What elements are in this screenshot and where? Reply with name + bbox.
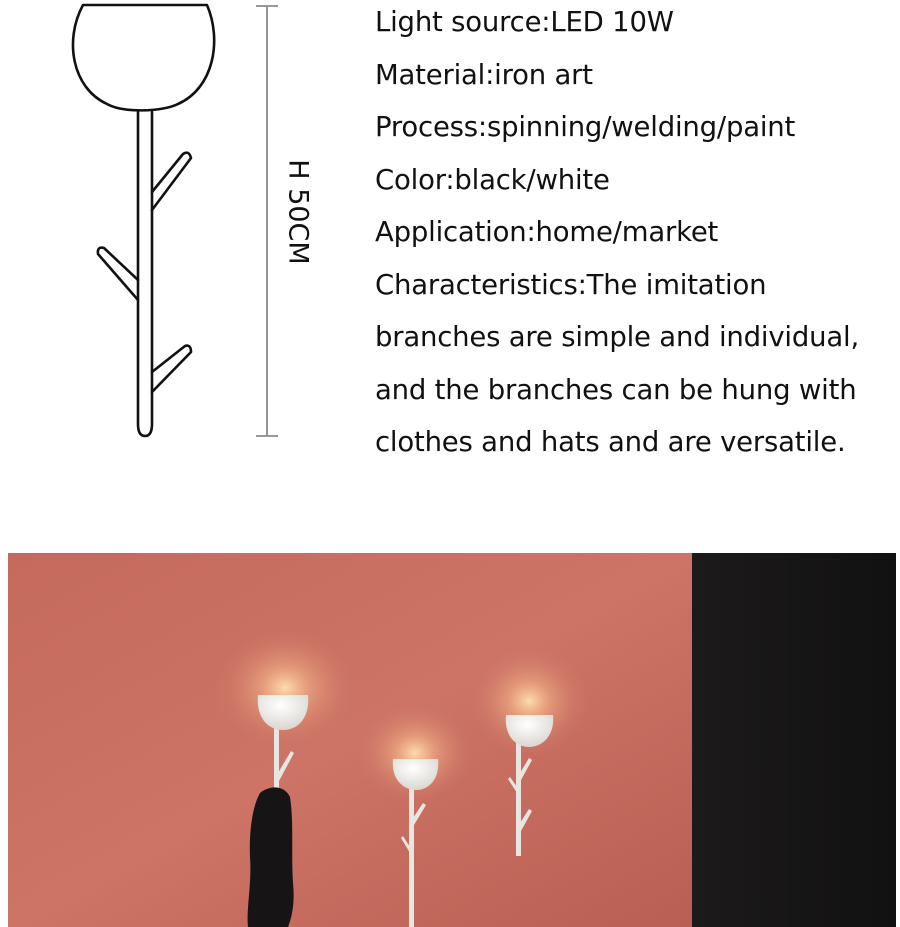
hanging-coat (248, 787, 294, 927)
spec-light-source: Light source:LED 10W (375, 6, 674, 38)
lamp-left-glow (215, 628, 355, 748)
spec-material: Material:iron art (375, 58, 593, 91)
coral-wall (8, 553, 692, 927)
spec-application: Application:home/market (375, 216, 719, 248)
lamp-line-drawing (73, 5, 214, 436)
spec-characteristics-line-4: clothes and hats and are versatile. (375, 426, 846, 458)
branch-left (98, 248, 138, 300)
branch-upper-right (152, 153, 191, 210)
branch-lower-right (152, 346, 191, 392)
wall-lamps-photo (8, 553, 896, 927)
spec-list (375, 0, 895, 469)
spec-characteristics-line-3: and the branches can be hung with (375, 373, 857, 406)
height-dimension-label: H 50CM (282, 159, 314, 265)
spec-color: Color:black/white (375, 163, 610, 196)
spec-process: Process:spinning/welding/paint (375, 111, 796, 143)
lamp-right-stem (516, 743, 521, 856)
lamp-middle-stem (409, 785, 414, 927)
dark-wall-panel (692, 553, 896, 927)
spec-characteristics-line-2: branches are simple and individual, (375, 321, 859, 353)
spec-characteristics: Characteristics:The imitation (375, 268, 767, 301)
height-dimension-line (256, 6, 278, 436)
lamp-shade-outline (73, 5, 214, 110)
lamp-stem-outline (138, 112, 152, 436)
